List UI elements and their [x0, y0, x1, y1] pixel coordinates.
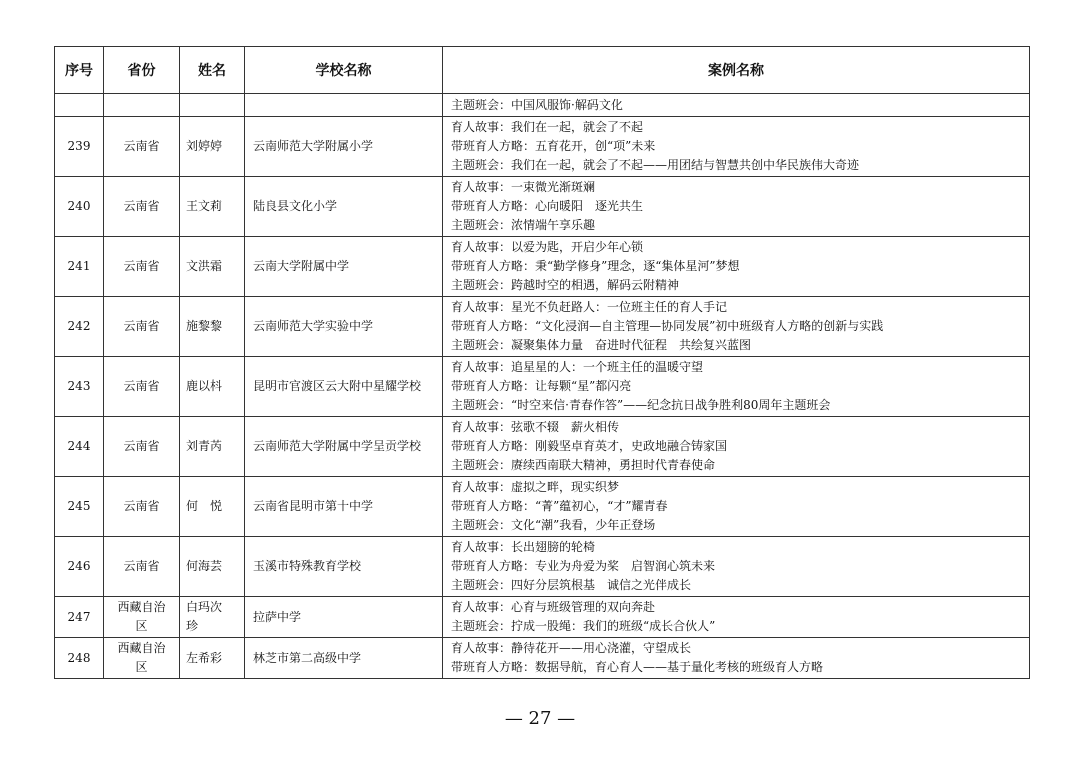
province-cell [104, 597, 180, 638]
header-province: 省份 [104, 47, 180, 94]
school-cell: 云南大学附属中学 [245, 237, 443, 297]
case-cell [443, 597, 1030, 638]
name-cell: 王文莉 [180, 177, 245, 237]
index-cell: 246 [55, 537, 104, 597]
case-line: 育人故事：追星星的人：一个班主任的温暖守望 [451, 360, 704, 374]
index-cell: 243 [55, 357, 104, 417]
case-line: 带班育人方略：“文化浸润—自主管理—协同发展”初中班级育人方略的创新与实践 [451, 319, 884, 333]
index-cell: 248 [55, 638, 104, 679]
province-cell: 云南省 [104, 537, 180, 597]
index-cell: 245 [55, 477, 104, 537]
case-line: 育人故事：一束微光渐斑斓 [451, 180, 596, 194]
case-line: 主题班会：文化“潮”我看，少年正登场 [451, 518, 656, 532]
case-line: 育人故事：虚拟之畔，现实织梦 [451, 480, 620, 494]
name-cell: 左希彩 [180, 638, 245, 679]
case-line: 主题班会：“时空来信·青春作答”——纪念抗日战争胜利80周年主题班会 [451, 398, 831, 412]
name-cell: 何 悦 [180, 477, 245, 537]
name-line: 珍 [186, 619, 199, 633]
index-cell: 244 [55, 417, 104, 477]
case-line: 带班育人方略：秉“勤学修身”理念，逐“集体星河”梦想 [451, 259, 740, 273]
case-line: 带班育人方略：让每颗“星”都闪亮 [451, 379, 632, 393]
table-row [55, 597, 1030, 638]
page-number: — 27 — [504, 708, 576, 729]
index-cell: 247 [55, 597, 104, 638]
case-line: 主题班会：我们在一起，就会了不起——用团结与智慧共创中华民族伟大奇迹 [451, 158, 860, 172]
table-row [55, 638, 1030, 679]
case-cell [443, 177, 1030, 237]
header-name: 姓名 [180, 47, 245, 94]
case-cell [443, 237, 1030, 297]
case-line: 主题班会：四好分层筑根基 诚信之光伴成长 [451, 578, 692, 592]
case-line: 带班育人方略：数据导航，育心育人——基于量化考核的班级育人方略 [451, 660, 824, 674]
case-line: 带班育人方略：专业为舟爱为桨 启智润心筑未来 [451, 559, 716, 573]
case-line: 带班育人方略：心向暖阳 逐光共生 [451, 199, 644, 213]
case-cell [443, 117, 1030, 177]
province-cell: 云南省 [104, 477, 180, 537]
case-cell [443, 357, 1030, 417]
name-cell: 鹿以枓 [180, 357, 245, 417]
school-cell: 林芝市第二高级中学 [245, 638, 443, 679]
province-cell [104, 638, 180, 679]
index-cell: 241 [55, 237, 104, 297]
header-case: 案例名称 [443, 47, 1030, 94]
header-school: 学校名称 [245, 47, 443, 94]
case-line: 育人故事：静待花开——用心浇灌，守望成长 [451, 641, 692, 655]
school-cell: 陆良县文化小学 [245, 177, 443, 237]
case-line: 主题班会：凝聚集体力量 奋进时代征程 共绘复兴蓝图 [451, 338, 752, 352]
case-line: 育人故事：弦歌不辍 薪火相传 [451, 420, 620, 434]
province-cell: 云南省 [104, 297, 180, 357]
school-cell: 云南省昆明市第十中学 [245, 477, 443, 537]
school-cell: 云南师范大学实验中学 [245, 297, 443, 357]
table-row [55, 477, 1030, 537]
case-cell [443, 477, 1030, 537]
province-cell: 云南省 [104, 357, 180, 417]
case-line: 主题班会：跨越时空的相遇，解码云附精神 [451, 278, 680, 292]
index-cell: 242 [55, 297, 104, 357]
case-line: 带班育人方略：刚毅坚卓育英才，史政地融合铸家国 [451, 439, 728, 453]
province-cell: 云南省 [104, 237, 180, 297]
name-line: 白玛次 [186, 600, 223, 614]
case-cell [443, 638, 1030, 679]
case-cell [443, 94, 1030, 117]
school-cell: 云南师范大学附属小学 [245, 117, 443, 177]
name-cell: 刘婷婷 [180, 117, 245, 177]
case-table [54, 46, 1030, 679]
table-row [55, 297, 1030, 357]
index-cell: 239 [55, 117, 104, 177]
school-cell: 云南师范大学附属中学呈贡学校 [245, 417, 443, 477]
header-index: 序号 [55, 47, 104, 94]
province-line: 区 [135, 660, 148, 674]
province-line: 西藏自治 [117, 600, 166, 614]
case-line: 主题班会：拧成一股绳：我们的班级“成长合伙人” [451, 619, 716, 633]
table-row [55, 417, 1030, 477]
school-cell: 玉溪市特殊教育学校 [245, 537, 443, 597]
school-cell: 拉萨中学 [245, 597, 443, 638]
table-row [55, 537, 1030, 597]
table-row [55, 177, 1030, 237]
province-line: 西藏自治 [117, 641, 166, 655]
school-cell: 昆明市官渡区云大附中星耀学校 [245, 357, 443, 417]
case-line: 育人故事：星光不负赶路人：一位班主任的育人手记 [451, 300, 728, 314]
province-cell: 云南省 [104, 417, 180, 477]
table-row-continued [55, 94, 1030, 117]
case-line: 主题班会：赓续西南联大精神，勇担时代青春使命 [451, 458, 716, 472]
case-cell [443, 537, 1030, 597]
case-line: 育人故事：长出翅膀的轮椅 [451, 540, 596, 554]
name-cell: 刘青芮 [180, 417, 245, 477]
table-row [55, 237, 1030, 297]
province-line: 区 [135, 619, 148, 633]
case-line: 带班育人方略：五育花开，创“项”未来 [451, 139, 656, 153]
name-cell [180, 597, 245, 638]
province-cell: 云南省 [104, 177, 180, 237]
table-row [55, 117, 1030, 177]
name-cell: 施黎黎 [180, 297, 245, 357]
case-line: 育人故事：我们在一起，就会了不起 [451, 120, 644, 134]
case-line: 主题班会：浓情端午享乐趣 [451, 218, 596, 232]
name-cell: 文洪霜 [180, 237, 245, 297]
case-cell [443, 417, 1030, 477]
table-header-row [55, 47, 1030, 94]
case-line: 育人故事：心育与班级管理的双向奔赴 [451, 600, 656, 614]
province-cell: 云南省 [104, 117, 180, 177]
case-line: 育人故事：以爱为匙，开启少年心锁 [451, 240, 644, 254]
index-cell: 240 [55, 177, 104, 237]
case-line: 带班育人方略：“菁”蕴初心，“才”耀青春 [451, 499, 668, 513]
name-cell: 何海芸 [180, 537, 245, 597]
case-line: 主题班会：中国风服饰·解码文化 [451, 97, 623, 112]
case-cell [443, 297, 1030, 357]
table-row [55, 357, 1030, 417]
